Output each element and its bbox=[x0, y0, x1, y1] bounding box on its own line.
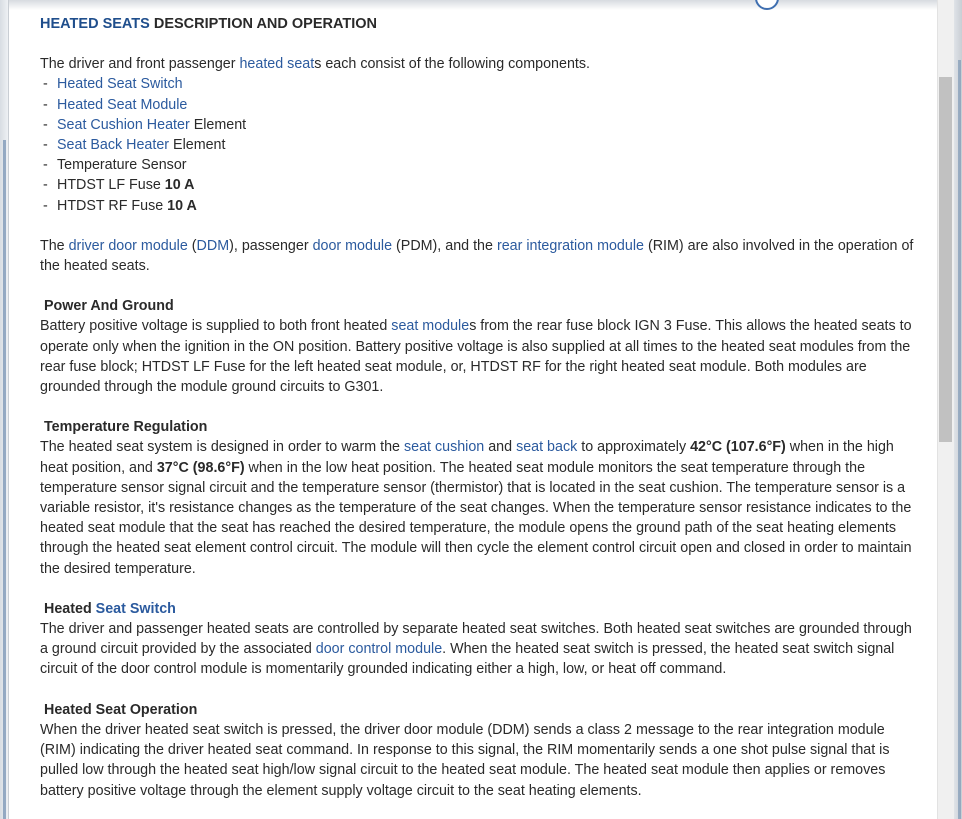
fuse-rating: 10 A bbox=[167, 197, 197, 214]
right-window-edge bbox=[954, 0, 962, 819]
seat-switch-heading-link[interactable]: Seat Switch bbox=[95, 600, 176, 617]
intro-text-end: s each consist of the following components. bbox=[314, 56, 590, 73]
intro-text: The driver and front passenger bbox=[40, 56, 240, 73]
document-content bbox=[9, 0, 937, 819]
paragraph-text: when in the high heat position, and bbox=[40, 439, 894, 476]
paragraph-text: and bbox=[484, 439, 517, 456]
list-item: - Heated Seat Switch bbox=[43, 76, 183, 93]
heated-seat-link[interactable]: heated seat bbox=[239, 56, 315, 73]
paragraph-text: ), passenger bbox=[229, 237, 313, 254]
list-item: - Heated Seat Module bbox=[43, 96, 188, 113]
low-heat-temperature: 37°C (98.6°F) bbox=[156, 459, 245, 476]
paragraph-text: (RIM) are also involved in the operation of the heated seats. bbox=[40, 237, 914, 275]
list-item: - HTDST RF Fuse 10 A bbox=[43, 197, 197, 214]
fuse-rating: 10 A bbox=[164, 177, 195, 194]
paragraph-text: s from the rear fuse block IGN 3 Fuse. This allows the heated seats to operate only when the ignition in the ON position. Battery positive voltage is also supplied at all times to the heated seat modules from the rear fuse block; HTDST LF Fuse for the left heated seat module, or, HTDST RF for the right heated seat module. Both modules are grounded through the module ground circuits to G301. bbox=[40, 318, 912, 396]
seat-back-link[interactable]: seat back bbox=[516, 439, 578, 456]
component-list bbox=[40, 74, 921, 215]
scrollbar-thumb[interactable] bbox=[939, 77, 952, 442]
list-item: - Seat Back Heater Element bbox=[43, 137, 226, 154]
page-title bbox=[40, 14, 921, 34]
switch-paragraph bbox=[40, 619, 921, 680]
operation-paragraph bbox=[40, 720, 921, 801]
driver-door-module-link[interactable]: driver door module bbox=[68, 237, 188, 254]
list-item-text: Element bbox=[169, 137, 226, 154]
title-heated-seats-link[interactable]: HEATED SEATS bbox=[40, 16, 150, 32]
left-accent-bar bbox=[3, 140, 6, 819]
power-paragraph bbox=[40, 316, 921, 397]
door-module-link[interactable]: door module bbox=[312, 237, 393, 254]
left-window-edge bbox=[0, 0, 9, 819]
seat-back-heater-link[interactable]: Seat Back Heater bbox=[57, 137, 170, 154]
title-text: DESCRIPTION AND OPERATION bbox=[149, 16, 378, 32]
modules-paragraph bbox=[40, 236, 921, 276]
heated-seat-module-link[interactable]: Heated Seat Module bbox=[57, 96, 188, 113]
section-heading-operation: Heated Seat Operation bbox=[44, 701, 198, 718]
section-heading-power: Power And Ground bbox=[44, 298, 174, 315]
paragraph-text: Battery positive voltage is supplied to both front heated bbox=[40, 318, 392, 335]
seat-module-link[interactable]: seat module bbox=[391, 318, 470, 335]
list-item-text: HTDST LF Fuse bbox=[57, 177, 165, 194]
section-heading-switch bbox=[40, 599, 921, 619]
paragraph-text: The bbox=[40, 237, 69, 254]
list-item-text: Element bbox=[189, 116, 247, 133]
paragraph-text: (PDM), and the bbox=[392, 237, 497, 254]
intro-paragraph bbox=[40, 54, 921, 74]
section-heading-temperature: Temperature Regulation bbox=[44, 419, 208, 436]
list-item-text: Temperature Sensor bbox=[57, 157, 187, 174]
paragraph-text: The driver and passenger heated seats are controlled by separate heated seat switches. Both heated seat switches are grounded through a ground circuit provided by the associated bbox=[40, 621, 912, 658]
list-item-text: HTDST RF Fuse bbox=[57, 197, 168, 214]
temperature-paragraph bbox=[40, 437, 921, 578]
paragraph-text: . When the heated seat switch is pressed, the heated seat switch signal circuit of the door control module is momentarily grounded indicating either a high, low, or heat off command. bbox=[40, 641, 895, 678]
list-item: - HTDST LF Fuse 10 A bbox=[43, 177, 195, 194]
door-control-module-link[interactable]: door control module bbox=[315, 641, 443, 658]
paragraph-text: when in the low heat position. The heated seat module monitors the seat temperature through the temperature sensor signal circuit and the temperature sensor (thermistor) that is located in the seat cushion. The temperature sensor is a variable resistor, it's resistance changes as the temperature of the seat changes. When the temperature sensor resistance indicates to the heated seat module that the seat has reached the desired temperature, the module opens the ground path of the seat heating elements through the heated seat element control circuit. The module will then cycle the element control circuit open and closed in order to maintain the desired temperature. bbox=[40, 459, 912, 577]
ddm-link[interactable]: DDM bbox=[196, 237, 230, 254]
list-item: - Seat Cushion Heater Element bbox=[43, 116, 247, 133]
high-heat-temperature: 42°C (107.6°F) bbox=[690, 439, 786, 456]
paragraph-text: to approximately bbox=[577, 439, 691, 456]
seat-cushion-link[interactable]: seat cushion bbox=[403, 439, 485, 456]
rear-integration-module-link[interactable]: rear integration module bbox=[496, 237, 644, 254]
paragraph-text: The heated seat system is designed in order to warm the bbox=[40, 439, 404, 456]
list-item: - Temperature Sensor bbox=[43, 157, 187, 174]
right-accent-bar bbox=[958, 60, 961, 819]
top-edge-shadow bbox=[9, 0, 937, 10]
heated-seat-switch-link[interactable]: Heated Seat Switch bbox=[57, 76, 183, 93]
seat-cushion-heater-link[interactable]: Seat Cushion Heater bbox=[57, 116, 190, 133]
heading-text: Heated bbox=[44, 600, 96, 617]
paragraph-text: When the driver heated seat switch is pressed, the driver door module (DDM) sends a class 2 message to the rear integration module (RIM) indicating the driver heated seat command. In response to this signal, the RIM momentarily sends a one shot pulse signal that is pulled low through the heated seat high/low signal circuit to the heated seat module. The heated seat module then applies or removes battery positive voltage through the element supply voltage circuit to the seat heating elements. bbox=[40, 721, 890, 799]
paragraph-text: ( bbox=[187, 237, 197, 254]
